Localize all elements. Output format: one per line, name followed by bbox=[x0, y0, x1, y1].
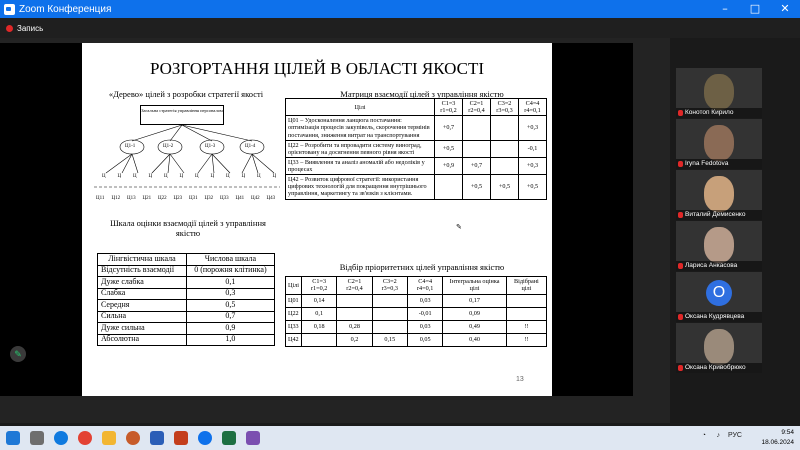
matrix-goal: Ц01 – Удосконалення ланцюга постачання: оптимізація процесів закупівель, скорочення термінів постачання, зниження витрат на транспортування bbox=[286, 116, 435, 140]
mouse-cursor-icon: ✎ bbox=[456, 223, 462, 231]
volume-icon[interactable]: ♪ bbox=[716, 432, 720, 439]
language-indicator[interactable]: РУС bbox=[727, 432, 742, 439]
zoom-icon[interactable] bbox=[198, 431, 212, 445]
mic-muted-icon bbox=[678, 365, 683, 371]
window-title: Zoom Конференция bbox=[19, 3, 112, 15]
meeting-toolbar bbox=[0, 18, 800, 38]
table-cell: 0,7 bbox=[186, 311, 274, 323]
table-row bbox=[286, 320, 547, 333]
tree-leaf: Ц bbox=[148, 174, 153, 179]
tree-leaf: Ц bbox=[257, 174, 261, 179]
table-cell: Ц01 bbox=[286, 294, 302, 307]
search-icon[interactable] bbox=[30, 431, 44, 445]
word-icon[interactable] bbox=[150, 431, 164, 445]
table-cell: !! bbox=[506, 333, 546, 346]
start-icon[interactable] bbox=[6, 431, 20, 445]
table-cell bbox=[372, 320, 407, 333]
table-cell: 0,1 bbox=[302, 307, 337, 320]
table-header: Відібрані цілі bbox=[506, 277, 546, 295]
table-header: C4=4 r4=0,1 bbox=[407, 277, 442, 295]
table-row bbox=[98, 277, 275, 289]
mic-muted-icon bbox=[678, 161, 683, 167]
participant-video bbox=[704, 125, 734, 161]
table-cell: 0 (порожня клітинка) bbox=[186, 265, 274, 277]
participant-name: Лариса Анкасова bbox=[676, 261, 762, 271]
table-cell: 0,5 bbox=[186, 300, 274, 312]
tree-leaf: Ц bbox=[164, 174, 168, 179]
tree-leaf: Ц12 bbox=[111, 196, 121, 201]
participant-tile[interactable] bbox=[676, 119, 762, 169]
participant-name: Конотоп Кирило bbox=[676, 108, 762, 118]
table-header: C3=2 r3=0,3 bbox=[491, 99, 519, 116]
mic-muted-icon bbox=[678, 110, 683, 116]
clock-date[interactable]: 18.06.2024 bbox=[761, 439, 794, 446]
matrix-goal: Ц22 – Розробити та впровадити систему виноград, орієнтовану на досягнення певного рівня якості bbox=[286, 140, 435, 157]
minimize-button[interactable]: – bbox=[722, 2, 728, 15]
tree-leaf: Ц43 bbox=[266, 196, 276, 201]
slide-title: РОЗГОРТАННЯ ЦІЛЕЙ В ОБЛАСТІ ЯКОСТІ bbox=[149, 59, 485, 78]
matrix-cell: +0,7 bbox=[463, 157, 491, 174]
table-row bbox=[286, 99, 547, 116]
table-cell bbox=[337, 294, 372, 307]
table-row bbox=[286, 175, 547, 199]
table-cell: 1,0 bbox=[186, 334, 274, 346]
tree-leaf: Ц21 bbox=[142, 196, 152, 201]
explorer-icon[interactable] bbox=[102, 431, 116, 445]
table-header: C4=4 r4=0,1 bbox=[519, 99, 547, 116]
interaction-matrix bbox=[285, 98, 547, 200]
recording-icon bbox=[6, 25, 13, 32]
matrix-cell: +0,5 bbox=[491, 175, 519, 199]
mic-muted-icon bbox=[678, 314, 683, 320]
windows-taskbar bbox=[0, 426, 800, 450]
tree-node: Ц1-3 bbox=[205, 144, 216, 149]
participant-video bbox=[704, 74, 734, 110]
tree-leaf: Ц bbox=[195, 174, 199, 179]
system-tray bbox=[761, 428, 794, 448]
app-icon[interactable] bbox=[246, 431, 260, 445]
table-cell bbox=[302, 333, 337, 346]
window-titlebar bbox=[0, 0, 800, 18]
tree-leaf: Ц bbox=[117, 174, 122, 179]
yandex-icon[interactable] bbox=[126, 431, 140, 445]
matrix-cell: +0,5 bbox=[519, 175, 547, 199]
table-header: C2=1 r2=0,4 bbox=[463, 99, 491, 116]
powerpoint-icon[interactable] bbox=[174, 431, 188, 445]
table-row bbox=[98, 311, 275, 323]
table-header: Числова шкала bbox=[186, 254, 274, 266]
participant-name: Iryna Fedotova bbox=[676, 159, 762, 169]
tree-root-box: Загальна стратегія управління персоналом bbox=[140, 105, 224, 125]
table-row bbox=[98, 254, 275, 266]
participant-tile[interactable] bbox=[676, 221, 762, 271]
matrix-cell bbox=[491, 157, 519, 174]
table-cell: 0,14 bbox=[302, 294, 337, 307]
matrix-cell: +0,7 bbox=[435, 116, 463, 140]
participant-name: Виталий Демисенко bbox=[676, 210, 762, 220]
table-header: C1=3 r1=0,2 bbox=[302, 277, 337, 295]
table-cell: Слабка bbox=[98, 288, 187, 300]
tree-leaf: Ц42 bbox=[251, 196, 260, 201]
table-header: Цілі bbox=[286, 99, 435, 116]
table-row bbox=[286, 116, 547, 140]
scale-table bbox=[97, 253, 275, 346]
table-cell bbox=[372, 307, 407, 320]
participant-tile[interactable] bbox=[676, 323, 762, 373]
table-header: C2=1 r2=0,4 bbox=[337, 277, 372, 295]
tree-leaf: Ц41 bbox=[235, 196, 245, 201]
tree-leaf: Ц22 bbox=[158, 196, 167, 201]
participant-name: Оксана Кудрявцева bbox=[676, 312, 762, 322]
matrix-cell bbox=[491, 140, 519, 157]
selection-table bbox=[285, 276, 547, 347]
table-cell: 0,1 bbox=[186, 277, 274, 289]
table-row bbox=[286, 307, 547, 320]
table-cell: 0,28 bbox=[337, 320, 372, 333]
table-cell: Ц33 bbox=[286, 320, 302, 333]
matrix-cell: +0,3 bbox=[519, 116, 547, 140]
tree-leaf: Ц32 bbox=[204, 196, 214, 201]
matrix-cell bbox=[435, 175, 463, 199]
table-cell bbox=[337, 307, 372, 320]
table-row bbox=[286, 294, 547, 307]
table-cell bbox=[506, 307, 546, 320]
table-cell: Дуже слабка bbox=[98, 277, 187, 289]
table-row bbox=[286, 277, 547, 295]
tree-leaf: Ц bbox=[133, 174, 137, 179]
table-row bbox=[98, 334, 275, 346]
close-button[interactable]: ✕ bbox=[780, 2, 790, 15]
table-row bbox=[98, 265, 275, 277]
matrix-cell: +0,5 bbox=[463, 175, 491, 199]
participant-avatar: О bbox=[706, 280, 732, 306]
edge-icon[interactable] bbox=[54, 431, 68, 445]
table-cell: 0,17 bbox=[443, 294, 507, 307]
table-cell: 0,03 bbox=[407, 294, 442, 307]
matrix-cell bbox=[463, 116, 491, 140]
tree-leaf: Ц bbox=[210, 174, 215, 179]
tree-leaf: Ц bbox=[272, 174, 277, 179]
mic-muted-icon bbox=[678, 212, 683, 218]
table-cell: 0,03 bbox=[407, 320, 442, 333]
matrix-goal: Ц42 – Розвиток цифрової стратегії: використання цифрових технологій для покращення внутрішнього управління, маркетингу та зв'язків з клієнтами. bbox=[286, 175, 435, 199]
table-cell: Ц42 bbox=[286, 333, 302, 346]
matrix-cell: +0,5 bbox=[435, 140, 463, 157]
table-cell: -0,01 bbox=[407, 307, 442, 320]
table-cell bbox=[372, 294, 407, 307]
tree-leaf: Ц bbox=[102, 174, 106, 179]
tree-leaf: Ц31 bbox=[189, 196, 198, 201]
table-cell: Дуже сильна bbox=[98, 323, 187, 335]
tree-leaf: Ц33 bbox=[220, 196, 229, 201]
table-cell: 0,49 bbox=[443, 320, 507, 333]
select-heading: Відбір пріоритетних цілей управління якістю bbox=[339, 262, 505, 272]
table-cell bbox=[506, 294, 546, 307]
chrome-icon[interactable] bbox=[78, 431, 92, 445]
table-header: C3=2 r3=0,3 bbox=[372, 277, 407, 295]
matrix-heading: Матриця взаємодії цілей з управління якістю bbox=[340, 89, 504, 99]
table-header: Цілі bbox=[286, 277, 302, 295]
participant-video bbox=[704, 329, 734, 365]
tree-node: Ц1-2 bbox=[163, 144, 174, 149]
matrix-cell: +0,3 bbox=[519, 157, 547, 174]
tree-leaf: Ц bbox=[226, 174, 230, 179]
excel-icon[interactable] bbox=[222, 431, 236, 445]
table-header: Інтегральна оцінка цілі bbox=[443, 277, 507, 295]
participant-tile[interactable] bbox=[676, 170, 762, 220]
table-header: C1=3 r1=0,2 bbox=[435, 99, 463, 116]
table-cell: 0,3 bbox=[186, 288, 274, 300]
table-row bbox=[98, 300, 275, 312]
table-cell: 0,15 bbox=[372, 333, 407, 346]
tree-heading: «Дерево» цілей з розробки стратегії якості bbox=[108, 89, 264, 99]
tree-leaf: Ц13 bbox=[127, 196, 136, 201]
table-cell: Ц22 bbox=[286, 307, 302, 320]
presentation-slide bbox=[82, 43, 552, 396]
page-number: 13 bbox=[516, 376, 524, 383]
table-cell: Сильна bbox=[98, 311, 187, 323]
table-cell: 0,09 bbox=[443, 307, 507, 320]
participant-name: Оксана Кривобрюко bbox=[676, 363, 762, 373]
table-cell: 0,2 bbox=[337, 333, 372, 346]
table-header: Лінгвістична шкала bbox=[98, 254, 187, 266]
table-cell: 0,9 bbox=[186, 323, 274, 335]
table-cell: Середня bbox=[98, 300, 187, 312]
table-row bbox=[286, 140, 547, 157]
tree-leaf: Ц bbox=[241, 174, 246, 179]
table-row bbox=[98, 288, 275, 300]
recording-label[interactable]: Запись bbox=[17, 23, 44, 33]
table-row bbox=[286, 157, 547, 174]
matrix-cell: +0,9 bbox=[435, 157, 463, 174]
tree-node: Ц1-1 bbox=[125, 144, 136, 149]
matrix-cell bbox=[491, 116, 519, 140]
participant-tile[interactable] bbox=[676, 68, 762, 118]
tree-leaf: Ц bbox=[179, 174, 184, 179]
matrix-goal: Ц33 – Виявлення та аналіз аномалій або недоліків у процесах bbox=[286, 157, 435, 174]
matrix-cell bbox=[463, 140, 491, 157]
tree-node: Ц1-4 bbox=[245, 144, 256, 149]
table-cell: !! bbox=[506, 320, 546, 333]
table-cell: Абсолютна bbox=[98, 334, 187, 346]
participant-tile[interactable] bbox=[676, 272, 762, 322]
zoom-logo-icon bbox=[4, 4, 15, 15]
table-row bbox=[286, 333, 547, 346]
table-cell: 0,40 bbox=[443, 333, 507, 346]
table-cell: Відсутність взаємодії bbox=[98, 265, 187, 277]
participant-video bbox=[704, 176, 734, 212]
table-cell: 0,18 bbox=[302, 320, 337, 333]
network-icon[interactable]: ◔ bbox=[701, 432, 706, 439]
table-row bbox=[98, 323, 275, 335]
participant-video bbox=[704, 227, 734, 263]
maximize-button[interactable]: □ bbox=[749, 2, 761, 15]
clock-time[interactable]: 9:54 bbox=[781, 429, 794, 436]
mic-muted-icon bbox=[678, 263, 683, 269]
table-cell: 0,05 bbox=[407, 333, 442, 346]
matrix-cell: -0,1 bbox=[519, 140, 547, 157]
tree-leaf: Ц11 bbox=[96, 196, 105, 201]
scale-heading: Шкала оцінки взаємодії цілей з управління якістю bbox=[110, 218, 266, 239]
annotate-pen-icon[interactable]: ✎ bbox=[10, 346, 26, 362]
tree-leaf: Ц23 bbox=[173, 196, 183, 201]
